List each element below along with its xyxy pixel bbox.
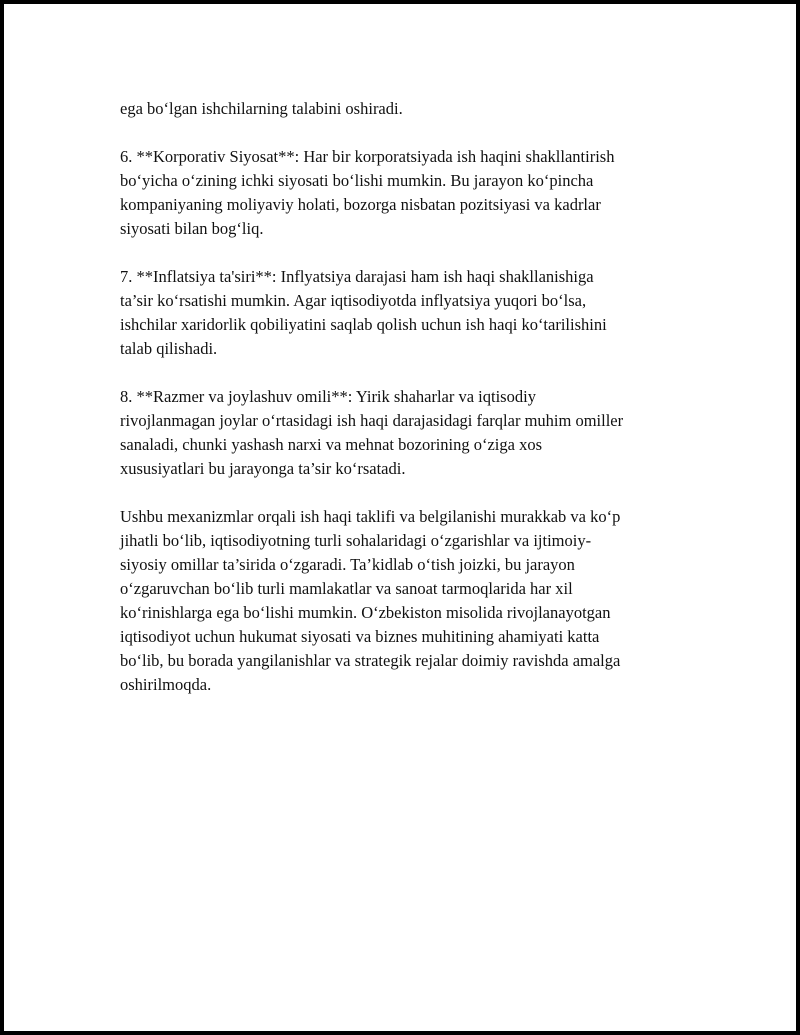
text-line: bo‘yicha o‘zining ichki siyosati bo‘lishi mumkin. Bu jarayon ko‘pincha (120, 171, 594, 190)
text-line: ta’sir ko‘rsatishi mumkin. Agar iqtisodiyotda inflyatsiya yuqori bo‘lsa, (120, 291, 587, 310)
text-line: o‘zgaruvchan bo‘lib turli mamlakatlar va sanoat tarmoqlarida har xil (120, 579, 573, 598)
text-line: jihatli bo‘lib, iqtisodiyotning turli sohalaridagi o‘zgarishlar va ijtimoiy- (120, 531, 592, 550)
text-line: siyosati bilan bog‘liq. (120, 219, 264, 238)
text-line: ishchilar xaridorlik qobiliyatini saqlab qolish uchun ish haqi ko‘tarilishini (120, 315, 607, 334)
text-line: talab qilishadi. (120, 339, 218, 358)
paragraph-inflation (120, 265, 700, 361)
text-line: siyosiy omillar ta’sirida o‘zgaradi. Ta’kidlab o‘tish joizki, bu jarayon (120, 555, 575, 574)
text-line: kompaniyaning moliyaviy holati, bozorga nisbatan pozitsiyasi va kadrlar (120, 195, 601, 214)
paragraph-corporate-policy (120, 145, 700, 241)
text-line: sanaladi, chunki yashash narxi va mehnat bozorining o‘ziga xos (120, 435, 543, 454)
text-line: 7. **Inflatsiya ta'siri**: Inflyatsiya darajasi ham ish haqi shakllanishiga (120, 267, 594, 286)
paragraph-continuation (120, 97, 700, 121)
document-body (120, 97, 700, 721)
text-line: 6. **Korporativ Siyosat**: Har bir korporatsiyada ish haqini shakllantirish (120, 147, 615, 166)
text-line: ko‘rinishlarga ega bo‘lishi mumkin. O‘zbekiston misolida rivojlanayotgan (120, 603, 611, 622)
text-line: xususiyatlari bu jarayonga ta’sir ko‘rsatadi. (120, 459, 406, 478)
text-line: oshirilmoqda. (120, 675, 212, 694)
text-line: 8. **Razmer va joylashuv omili**: Yirik shaharlar va iqtisodiy (120, 387, 536, 406)
text-line: iqtisodiyot uchun hukumat siyosati va biznes muhitining ahamiyati katta (120, 627, 600, 646)
text-line: bo‘lib, bu borada yangilanishlar va strategik rejalar doimiy ravishda amalga (120, 651, 621, 670)
text-line: ega bo‘lgan ishchilarning talabini oshiradi. (120, 99, 403, 118)
paragraph-conclusion (120, 505, 700, 697)
text-line: rivojlanmagan joylar o‘rtasidagi ish haqi darajasidagi farqlar muhim omiller (120, 411, 624, 430)
text-line: Ushbu mexanizmlar orqali ish haqi taklifi va belgilanishi murakkab va ko‘p (120, 507, 621, 526)
paragraph-size-location (120, 385, 700, 481)
